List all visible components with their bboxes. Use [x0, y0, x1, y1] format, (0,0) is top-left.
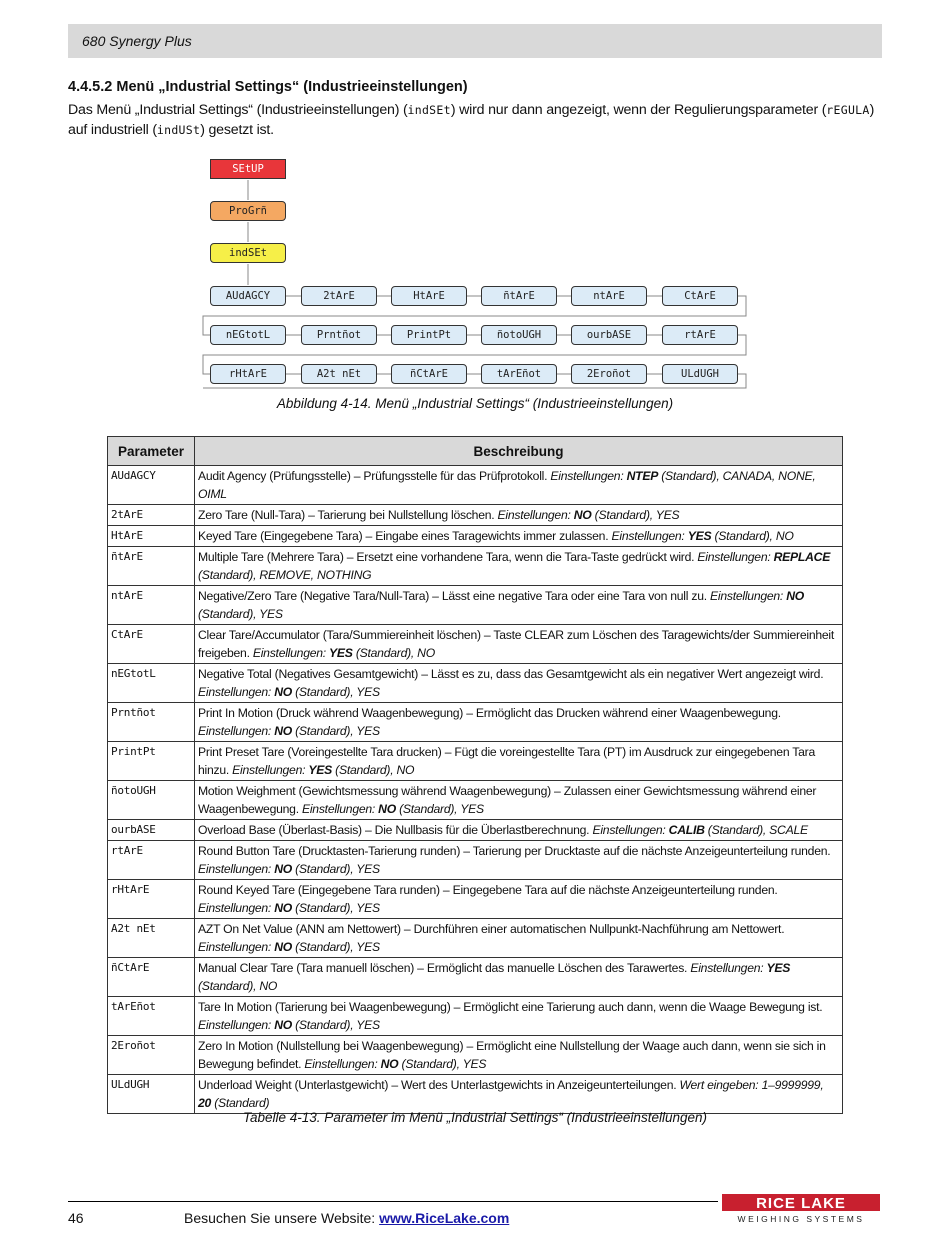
- table-row: [108, 526, 843, 547]
- table-row: [108, 958, 843, 997]
- menu-node: tArEñot: [481, 364, 557, 384]
- settings-label: Einstellungen:: [710, 589, 787, 603]
- parameter-description: [195, 466, 843, 505]
- menu-node: ntArE: [571, 286, 647, 306]
- description-text: Round Keyed Tare (Eingegebene Tara runden) – Eingegebene Tara auf die nächste Anzeigeunterteilung runden.: [198, 883, 778, 897]
- default-value: NTEP: [626, 469, 659, 483]
- description-text: Manual Clear Tare (Tara manuell löschen) – Ermöglicht das manuelle Löschen des Tarawertes.: [198, 961, 691, 975]
- settings-label: Einstellungen:: [697, 550, 774, 564]
- table-row: [108, 880, 843, 919]
- settings-label: Einstellungen:: [198, 901, 275, 915]
- intro-text-4: ) gesetzt ist.: [200, 122, 274, 138]
- default-value: NO: [274, 724, 292, 738]
- footer-visit-text: Besuchen Sie unsere Website:: [184, 1210, 380, 1226]
- table-row: [108, 586, 843, 625]
- default-value: YES: [687, 529, 712, 543]
- column-header-description: Beschreibung: [195, 437, 843, 466]
- parameter-code: ULdUGH: [108, 1075, 195, 1114]
- other-values: (Standard): [211, 1096, 270, 1110]
- table-row: [108, 742, 843, 781]
- other-values: (Standard), NO: [198, 979, 278, 993]
- menu-node: HtArE: [391, 286, 467, 306]
- description-text: Clear Tare/Accumulator (Tara/Summiereinheit löschen) – Taste CLEAR zum Löschen des Taragewichts/der Summiereinheit freigeben.: [198, 628, 835, 660]
- description-text: Audit Agency (Prüfungsstelle) – Prüfungsstelle für das Prüfprotokoll.: [198, 469, 551, 483]
- intro-text-3: ) auf industriell (: [68, 102, 875, 138]
- other-values: (Standard), YES: [198, 607, 283, 621]
- rice-lake-logo: [722, 1190, 880, 1226]
- parameter-code: A2t nEt: [108, 919, 195, 958]
- default-value: NO: [380, 1057, 399, 1071]
- description-text: AZT On Net Value (ANN am Nettowert) – Durchführen einer automatischen Nullpunkt-Nachführung am Nettowert.: [198, 922, 785, 936]
- table-row: [108, 781, 843, 820]
- settings-label: Einstellungen:: [497, 508, 574, 522]
- parameter-code: HtArE: [108, 526, 195, 547]
- menu-node-setup: SEtUP: [210, 159, 286, 179]
- other-values: (Standard), YES: [291, 940, 380, 954]
- parameter-description: [195, 841, 843, 880]
- parameter-description: [195, 526, 843, 547]
- other-values: (Standard), NO: [352, 646, 435, 660]
- parameter-code: rtArE: [108, 841, 195, 880]
- footer-visit: [184, 1210, 509, 1226]
- parameter-table: [107, 436, 843, 1114]
- settings-label: Einstellungen:: [304, 1057, 381, 1071]
- menu-node: ñCtArE: [391, 364, 467, 384]
- table-row: [108, 919, 843, 958]
- parameter-description: [195, 1036, 843, 1075]
- other-values: (Standard), REMOVE, NOTHING: [198, 568, 372, 582]
- figure-caption: Abbildung 4-14. Menü „Industrial Settings“ (Industrieeinstellungen): [276, 396, 674, 411]
- parameter-description: [195, 742, 843, 781]
- default-value: NO: [786, 589, 804, 603]
- menu-node-indset: indSEt: [210, 243, 286, 263]
- menu-node: 2Eroñot: [571, 364, 647, 384]
- menu-node: rHtArE: [210, 364, 286, 384]
- settings-label: Einstellungen:: [198, 685, 275, 699]
- default-value: CALIB: [668, 823, 705, 837]
- default-value: NO: [274, 901, 292, 915]
- description-text: Underload Weight (Unterlastgewicht) – Wert des Unterlastgewichts in Anzeigeunterteilungen.: [198, 1078, 680, 1092]
- menu-node: nEGtotL: [210, 325, 286, 345]
- intro-code-indset: indSEt: [407, 103, 451, 117]
- section-title: 4.4.5.2 Menü „Industrial Settings“ (Industrieeinstellungen): [68, 79, 468, 95]
- parameter-description: [195, 703, 843, 742]
- parameter-code: PrintPt: [108, 742, 195, 781]
- other-values: (Standard), YES: [291, 1018, 380, 1032]
- default-value: NO: [378, 802, 396, 816]
- intro-text-1: Das Menü „Industrial Settings“ (Industrieeinstellungen) (: [68, 102, 408, 118]
- menu-node: ñotoUGH: [481, 325, 557, 345]
- parameter-code: ourbASE: [108, 820, 195, 841]
- default-value: NO: [573, 508, 592, 522]
- parameter-code: ñtArE: [108, 547, 195, 586]
- menu-node: 2tArE: [301, 286, 377, 306]
- other-values: (Standard), YES: [291, 862, 380, 876]
- table-row: [108, 820, 843, 841]
- description-text: Zero In Motion (Nullstellung bei Waagenbewegung) – Ermöglicht eine Nullstellung der Waage auch dann, wenn sie sich in Bewegung befindet.: [198, 1039, 826, 1071]
- settings-label: Einstellungen:: [550, 469, 627, 483]
- parameter-description: [195, 997, 843, 1036]
- settings-label: Einstellungen:: [592, 823, 669, 837]
- menu-node: PrintPt: [391, 325, 467, 345]
- other-values: (Standard), YES: [291, 901, 380, 915]
- menu-node-program: ProGrñ: [210, 201, 286, 221]
- parameter-code: tArEñot: [108, 997, 195, 1036]
- settings-label: Einstellungen:: [198, 724, 275, 738]
- parameter-code: ñCtArE: [108, 958, 195, 997]
- table-row: [108, 841, 843, 880]
- table-row: [108, 466, 843, 505]
- settings-label: Einstellungen:: [252, 646, 330, 660]
- table-row: [108, 664, 843, 703]
- table-row: [108, 997, 843, 1036]
- table-header-row: [108, 437, 843, 466]
- description-text: Zero Tare (Null-Tara) – Tarierung bei Nullstellung löschen.: [198, 508, 498, 522]
- other-values: (Standard), YES: [291, 724, 380, 738]
- menu-node: AUdAGCY: [210, 286, 286, 306]
- parameter-code: nEGtotL: [108, 664, 195, 703]
- table-body: [108, 466, 843, 1114]
- parameter-code: ntArE: [108, 586, 195, 625]
- menu-node: Prntñot: [301, 325, 377, 345]
- running-header-title: 680 Synergy Plus: [82, 33, 192, 49]
- default-value: REPLACE: [773, 550, 831, 564]
- default-value: NO: [274, 940, 292, 954]
- description-text: Negative Total (Negatives Gesamtgewicht) – Lässt es zu, dass das Gesamtgewicht als ein negativer Wert angezeigt wird.: [198, 667, 824, 681]
- settings-label: Einstellungen:: [690, 961, 767, 975]
- description-text: Negative/Zero Tare (Negative Tara/Null-Tara) – Lässt eine negative Tara oder eine Tara von null zu.: [198, 589, 710, 603]
- other-values: (Standard), YES: [291, 685, 380, 699]
- page-number: 46: [68, 1210, 84, 1226]
- parameter-description: [195, 919, 843, 958]
- settings-label: Einstellungen:: [198, 1018, 275, 1032]
- column-header-parameter: Parameter: [108, 437, 195, 466]
- description-text: Motion Weighment (Gewichtsmessung während Waagenbewegung) – Zulassen einer Gewichtsmessung während einer Waagenbewegung.: [198, 784, 817, 816]
- settings-label: Einstellungen:: [232, 763, 309, 777]
- description-text: Print Preset Tare (Voreingestellte Tara drucken) – Fügt die voreingestellte Tara (PT) im Ausdruck zur eingegebenen Tara hinzu.: [198, 745, 815, 777]
- description-text: Print In Motion (Druck während Waagenbewegung) – Ermöglicht das Drucken während einer Waagenbewegung.: [198, 706, 781, 720]
- description-text: Round Button Tare (Drucktasten-Tarierung runden) – Tarierung per Drucktaste auf die nächste Anzeigeunterteilung runden.: [198, 844, 831, 858]
- parameter-description: [195, 958, 843, 997]
- default-value: YES: [329, 646, 353, 660]
- parameter-description: [195, 664, 843, 703]
- parameter-description: [195, 625, 843, 664]
- settings-label: Wert eingeben: 1–9999999,: [679, 1078, 824, 1092]
- default-value: NO: [274, 685, 292, 699]
- logo-graphic: [722, 1190, 880, 1226]
- parameter-description: [195, 586, 843, 625]
- settings-label: Einstellungen:: [198, 940, 275, 954]
- table-row: [108, 1075, 843, 1114]
- menu-node: ñtArE: [481, 286, 557, 306]
- table-row: [108, 547, 843, 586]
- description-text: Overload Base (Überlast-Basis) – Die Nullbasis für die Überlastberechnung.: [198, 823, 593, 837]
- menu-node: ULdUGH: [662, 364, 738, 384]
- parameter-description: [195, 820, 843, 841]
- settings-label: Einstellungen:: [611, 529, 688, 543]
- menu-node: rtArE: [662, 325, 738, 345]
- parameter-code: AUdAGCY: [108, 466, 195, 505]
- parameter-code: ñotoUGH: [108, 781, 195, 820]
- description-text: Keyed Tare (Eingegebene Tara) – Eingabe eines Taragewichts immer zulassen.: [198, 529, 612, 543]
- logo-text: RICE LAKE: [756, 1195, 846, 1212]
- other-values: (Standard), YES: [591, 508, 680, 522]
- parameter-description: [195, 781, 843, 820]
- description-text: Multiple Tare (Mehrere Tara) – Ersetzt eine vorhandene Tara, wenn die Tara-Taste gedrückt wird.: [198, 550, 698, 564]
- table-row: [108, 703, 843, 742]
- parameter-code: CtArE: [108, 625, 195, 664]
- intro-code-indust: indUSt: [156, 123, 201, 137]
- other-values: (Standard), NO: [711, 529, 794, 543]
- menu-node: CtArE: [662, 286, 738, 306]
- other-values: (Standard), SCALE: [704, 823, 808, 837]
- parameter-code: 2tArE: [108, 505, 195, 526]
- settings-label: Einstellungen:: [198, 862, 275, 876]
- parameter-code: rHtArE: [108, 880, 195, 919]
- footer-rule: [68, 1201, 718, 1202]
- other-values: (Standard), NO: [332, 763, 415, 777]
- default-value: 20: [198, 1096, 212, 1110]
- default-value: NO: [274, 1018, 292, 1032]
- parameter-code: Prntñot: [108, 703, 195, 742]
- intro-text-2: ) wird nur dann angezeigt, wenn der Regulierungsparameter (: [450, 102, 827, 118]
- parameter-description: [195, 880, 843, 919]
- menu-node: A2t nEt: [301, 364, 377, 384]
- default-value: YES: [308, 763, 333, 777]
- default-value: YES: [766, 961, 791, 975]
- default-value: NO: [274, 862, 292, 876]
- intro-code-regula: rEGULA: [826, 103, 870, 117]
- parameter-description: [195, 1075, 843, 1114]
- table-row: [108, 625, 843, 664]
- parameter-description: [195, 505, 843, 526]
- website-link[interactable]: www.RiceLake.com: [379, 1210, 510, 1226]
- other-values: (Standard), YES: [395, 802, 484, 816]
- table-caption: Tabelle 4-13. Parameter im Menü „Industrial Settings“ (Industrieeinstellungen): [243, 1110, 707, 1125]
- description-text: Tare In Motion (Tarierung bei Waagenbewegung) – Ermöglicht eine Tarierung auch dann, wenn die Waage Bewegung ist.: [198, 1000, 823, 1014]
- other-values: (Standard), YES: [398, 1057, 487, 1071]
- other-values: (Standard), CANADA, NONE, OIML: [198, 469, 816, 501]
- diagram-connectors: [0, 0, 950, 400]
- menu-node: ourbASE: [571, 325, 647, 345]
- logo-subtext: WEIGHING SYSTEMS: [737, 1214, 865, 1224]
- settings-label: Einstellungen:: [301, 802, 379, 816]
- parameter-code: 2Eroñot: [108, 1036, 195, 1075]
- table-row: [108, 505, 843, 526]
- parameter-description: [195, 547, 843, 586]
- table-row: [108, 1036, 843, 1075]
